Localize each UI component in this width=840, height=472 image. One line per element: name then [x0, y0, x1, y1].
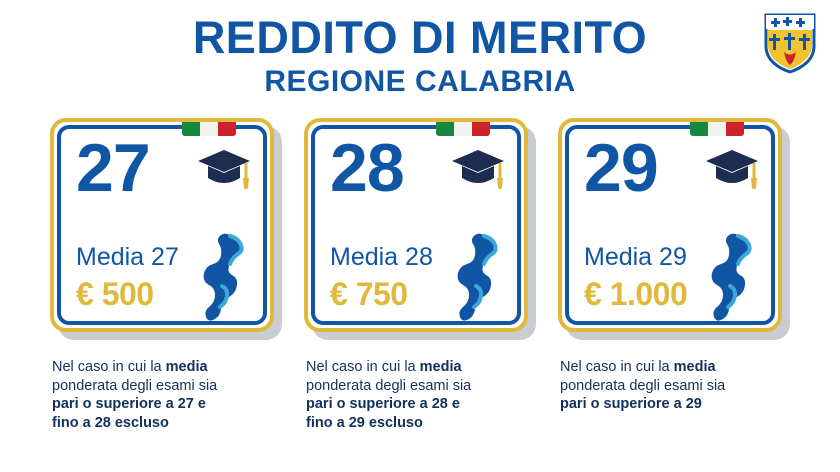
card-body	[304, 118, 528, 332]
grade-card	[50, 118, 282, 340]
note-line-1: Nel caso in cui la	[306, 359, 420, 375]
card-content	[54, 122, 270, 328]
card-grade: 28	[330, 130, 404, 206]
grade-card	[304, 118, 536, 340]
note-bold-3: fino a 28 escluso	[52, 414, 169, 431]
italian-tricolor-tab	[182, 120, 236, 136]
note-bold-1: media	[165, 359, 208, 375]
card-amount: € 500	[76, 275, 154, 312]
card-note	[50, 358, 282, 432]
note-line-2: ponderata degli esami sia	[560, 377, 726, 394]
card-grade: 29	[584, 130, 658, 206]
note-line-1: Nel caso in cui la	[560, 359, 674, 375]
card-note	[558, 358, 790, 432]
note-bold-1: media	[673, 359, 716, 375]
card-body	[50, 118, 274, 332]
note-line-2: ponderata degli esami sia	[306, 377, 472, 394]
note-bold-2: pari o superiore a 27 e	[52, 396, 206, 413]
grade-card	[558, 118, 790, 340]
regione-calabria-emblem-icon	[762, 12, 818, 74]
card-media-label: Media 27	[76, 242, 179, 271]
note-bold-1: media	[419, 359, 462, 375]
infographic-header	[0, 0, 840, 99]
card-note	[304, 358, 536, 432]
card-content	[562, 122, 778, 328]
card-media-label: Media 29	[584, 242, 687, 271]
page-title: REDDITO DI MERITO	[192, 12, 648, 63]
note-line-2: ponderata degli esami sia	[52, 377, 218, 394]
card-amount: € 1.000	[584, 275, 688, 312]
card-amount: € 750	[330, 275, 408, 312]
italian-tricolor-tab	[690, 120, 744, 136]
note-bold-2: pari o superiore a 29	[560, 396, 702, 413]
card-body	[558, 118, 782, 332]
grade-cards-row	[0, 118, 840, 340]
notes-row	[0, 358, 840, 432]
note-bold-3: fino a 29 escluso	[306, 414, 423, 431]
note-bold-2: pari o superiore a 28 e	[306, 396, 460, 413]
card-content	[308, 122, 524, 328]
card-media-label: Media 28	[330, 242, 433, 271]
italian-tricolor-tab	[436, 120, 490, 136]
page-subtitle: REGIONE CALABRIA	[264, 65, 576, 99]
card-grade: 27	[76, 130, 150, 206]
note-line-1: Nel caso in cui la	[52, 359, 166, 375]
